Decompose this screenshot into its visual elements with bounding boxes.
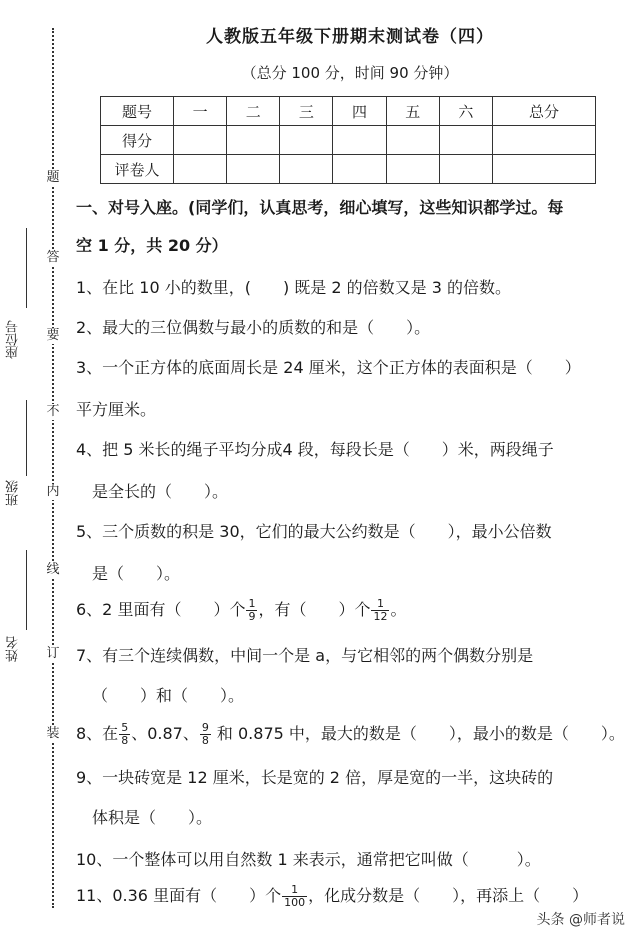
source-watermark: 头条 @师者说 xyxy=(534,908,628,930)
fraction-numerator: 1 xyxy=(282,884,307,897)
question-8-text: 、0.87、 xyxy=(131,724,199,743)
grader-cell[interactable] xyxy=(386,155,439,184)
header-cell: 二 xyxy=(227,97,280,126)
fraction-numerator: 9 xyxy=(201,721,209,734)
fraction-denominator: 12 xyxy=(373,610,388,623)
question-6-text: 6、2 里面有（ ）个 xyxy=(76,600,246,619)
score-cell[interactable] xyxy=(492,126,595,155)
fraction-numerator: 1 xyxy=(371,598,389,611)
question-9: 9、一块砖宽是 12 厘米，长是宽的 2 倍，厚是宽的一半，这块砖的 xyxy=(76,768,554,787)
question-6-text: ，有（ ）个 xyxy=(258,600,371,619)
fraction-1-12 xyxy=(371,598,389,623)
score-row xyxy=(101,126,596,155)
seal-char: 题 xyxy=(46,170,60,185)
score-table-header-row xyxy=(101,97,596,126)
header-cell: 五 xyxy=(386,97,439,126)
score-cell[interactable] xyxy=(439,126,492,155)
question-5-cont: 是（ ）。 xyxy=(92,564,181,583)
score-row-label: 得分 xyxy=(101,126,174,155)
header-cell: 一 xyxy=(174,97,227,126)
grader-cell[interactable] xyxy=(333,155,386,184)
score-cell[interactable] xyxy=(227,126,280,155)
seal-char: 要 xyxy=(46,328,60,343)
class-label: 班级 xyxy=(6,480,21,506)
fraction-denominator: 100 xyxy=(284,896,306,909)
grader-cell[interactable] xyxy=(280,155,333,184)
fraction-1-100 xyxy=(282,884,307,909)
question-2: 2、最大的三位偶数与最小的质数的和是（ ）。 xyxy=(76,318,431,337)
seat-number-label: 座位号 xyxy=(6,320,21,359)
question-10: 10、一个整体可以用自然数 1 来表示，通常把它叫做（ ）。 xyxy=(76,850,541,869)
binding-margin xyxy=(0,0,70,940)
fraction-5-8 xyxy=(119,722,130,747)
question-3: 3、一个正方体的底面周长是 24 厘米，这个正方体的表面积是（ ） xyxy=(76,358,581,377)
seal-char: 装 xyxy=(46,726,60,741)
seal-char: 答 xyxy=(46,250,60,265)
class-underline[interactable] xyxy=(26,400,27,476)
score-cell[interactable] xyxy=(280,126,333,155)
grader-cell[interactable] xyxy=(439,155,492,184)
question-8-text: 和 0.875 中，最大的数是（ ），最小的数是（ ）。 xyxy=(211,724,625,743)
question-4: 4、把 5 米长的绳子平均分成4 段，每段长是（ ）米，两段绳子 xyxy=(76,440,554,459)
seal-char: 线 xyxy=(46,562,60,577)
question-7: 7、有三个连续偶数，中间一个是 a，与它相邻的两个偶数分别是 xyxy=(76,646,534,665)
question-8 xyxy=(76,722,624,747)
seal-char: 不 xyxy=(46,404,60,419)
grader-cell[interactable] xyxy=(174,155,227,184)
question-5: 5、三个质数的积是 30，它们的最大公约数是（ ），最小公倍数 xyxy=(76,522,552,541)
grader-cell[interactable] xyxy=(227,155,280,184)
fraction-1-9 xyxy=(246,598,257,623)
question-7-cont: （ ）和（ ）。 xyxy=(92,686,245,705)
seal-char: 订 xyxy=(46,646,60,661)
question-11-text: ，化成分数是（ ），再添上（ ） xyxy=(308,886,589,905)
grader-row xyxy=(101,155,596,184)
seat-number-underline[interactable] xyxy=(26,228,27,308)
question-9-cont: 体积是（ ）。 xyxy=(92,808,213,827)
question-1: 1、在比 10 小的数里，( ) 既是 2 的倍数又是 3 的倍数。 xyxy=(76,278,511,297)
header-cell: 总分 xyxy=(492,97,595,126)
score-cell[interactable] xyxy=(333,126,386,155)
fraction-denominator: 8 xyxy=(121,734,129,747)
fraction-9-8 xyxy=(200,722,211,747)
seal-char: 内 xyxy=(46,484,60,499)
question-6 xyxy=(76,598,624,623)
name-underline[interactable] xyxy=(26,550,27,630)
exam-subtitle: （总分 100 分，时间 90 分钟） xyxy=(241,64,459,82)
score-cell[interactable] xyxy=(174,126,227,155)
seal-dotted-line xyxy=(52,28,54,908)
question-3-cont: 平方厘米。 xyxy=(76,400,157,419)
score-cell[interactable] xyxy=(386,126,439,155)
question-4-cont: 是全长的（ ）。 xyxy=(92,482,229,501)
fraction-denominator: 9 xyxy=(248,610,256,623)
fraction-denominator: 8 xyxy=(201,734,209,747)
question-11 xyxy=(76,884,624,909)
header-cell: 六 xyxy=(439,97,492,126)
fraction-numerator: 5 xyxy=(121,721,129,734)
fraction-numerator: 1 xyxy=(248,597,256,610)
header-cell: 四 xyxy=(333,97,386,126)
score-table xyxy=(100,96,596,184)
question-6-text: 。 xyxy=(390,600,407,619)
exam-title: 人教版五年级下册期末测试卷（四） xyxy=(206,27,494,47)
section-heading-cont: 空 1 分，共 20 分） xyxy=(76,236,228,255)
question-8-text: 8、在 xyxy=(76,724,119,743)
header-cell: 题号 xyxy=(101,97,174,126)
grader-row-label: 评卷人 xyxy=(101,155,174,184)
header-cell: 三 xyxy=(280,97,333,126)
grader-cell[interactable] xyxy=(492,155,595,184)
section-heading: 一、对号入座。(同学们，认真思考，细心填写，这些知识都学过。每 xyxy=(76,198,564,217)
name-label: 姓名 xyxy=(6,636,21,662)
question-11-text: 11、0.36 里面有（ ）个 xyxy=(76,886,282,905)
